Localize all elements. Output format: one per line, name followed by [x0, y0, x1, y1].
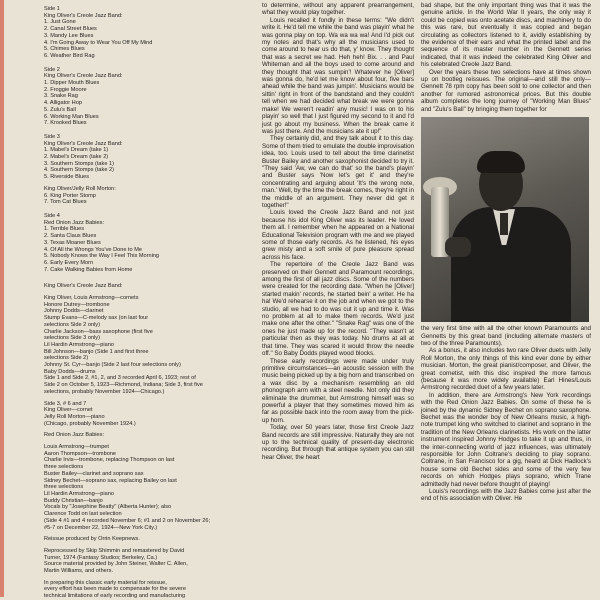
- personnel-line: Buster Bailey—clarinet and soprano sax: [44, 470, 144, 477]
- recording-info: #5-7 on December 22, 1924—New York City.): [44, 524, 158, 531]
- paragraph: the very first time with all the other known Paramounts and Gennetts by this great band (including alternate masters of two of the three Paramounts).: [421, 325, 591, 347]
- paragraph: bad shape, but the only important thing was that it was the genuine article. In the World War II years, the only way it could be copied was onto acetate discs, and machinery to do this was rare, but eventually it was copied and began circulating as collectors listened to it, avidly establishing by the evidence of their ears and what the printed label and the sequence of its master number in the Gennett series indicated, that it was indeed the celebrated King Oliver and his celebrated Creole Jazz Band.: [421, 2, 591, 69]
- side-heading: Side 1: [44, 6, 60, 12]
- liner-notes-column-right: [421, 2, 591, 503]
- personnel-line: Charlie Irvis—trombone, replacing Thompson on last: [44, 457, 175, 464]
- paragraph: to determine, without any apparent prearrangement, what they would play together.: [262, 2, 414, 17]
- reissue-credit: Reissue produced by Orrin Keepnews.: [44, 536, 140, 543]
- paragraph: The repertoire of the Creole Jazz Band was preserved on their Gennett and Paramount recordings, among the first of all jazz discs. Some of the numbers were created for the recording date. "When he [Oliver] started makin' records, he started bein' a writer. He ha ha! We'd rehearse it on the job and when we got to the studio, all we had to do was cut it up and time it. Was no problem at all to make them records. We'd just make one after the other." "Snake Rag" was one of the ones he just made up for the record. "They wasn't at particular then as they was today. No drums at all at that time. They was scared it would throw the needle off." So Baby Dodds played wood blocks.: [262, 261, 414, 358]
- track-listing-column: [44, 4, 244, 600]
- recording-info: selections, probably November 1924—Chicago.): [44, 388, 165, 395]
- track-item: 6. Working Man Blues: [44, 113, 99, 120]
- personnel-line: Vocals by "Josephine Beatty" (Alberta Hunter); also: [44, 504, 172, 511]
- personnel-line: three selections: [44, 484, 84, 491]
- track-item: 2. Santa Claus Blues: [44, 233, 97, 240]
- track-item: 4. Of All the Wrongs You've Done to Me: [44, 246, 142, 253]
- personnel-line: King Oliver—cornet: [44, 407, 93, 414]
- track-item: 2. Mabel's Dream (take 2): [44, 154, 109, 161]
- personnel-heading: Red Onion Jazz Babies:: [44, 432, 105, 439]
- paragraph: Today, over 50 years later, those first Creole Jazz Band records are still impressive. Naturally they are not up to the technical quality of present-day electronic recording. But through that antique system you can still hear Oliver, the heart: [262, 424, 414, 461]
- personnel-line: Stump Evans—C-melody sax (on last four: [44, 315, 149, 322]
- page-edge: [0, 0, 4, 597]
- track-item: 1. Just Gone: [44, 19, 76, 26]
- paragraph: Louis recalled it fondly in these terms: "We didn't write it. He'd tell me while the band was playin' what he was gonna play on top. Wa wa wa wa! And I'd pick out my notes and that's why all the musicians used to come around to hear us do that, y' know. They thought that was a secret we had. Heh heh! Bix. . . and Paul Whiteman and all the boys used to come around and they thought that was sumpin'! Whatever he [Oliver] was gonna do, he'd let me know about four, five bars ahead while the band was jumpin'. Musicians would be sittin' right in front of the bandstand and they couldn't tell when we had decided what break we were gonna make! We weren't readin' any music! I was on to his playin' so well that I just figured my second to it and I'd just go about my business. When the break came it was just there. And the musicians ate it up!": [262, 16, 414, 135]
- track-item: 4. Southern Stomps (take 2): [44, 167, 114, 174]
- paragraph: Louis loved the Creole Jazz Band and not just because his idol King Oliver was its leader. He loved them all. I remember when he appeared on a National Educational Television program with me and we played some of those early records. As he listened, his eyes grew misty and a soft smile of pure pleasure spread across his face.: [262, 209, 414, 261]
- liner-notes-column-middle: [262, 2, 414, 461]
- personnel-line: Buddy Christian—banjo: [44, 497, 103, 504]
- track-item: 1. Mabel's Dream (take 1): [44, 147, 109, 154]
- personnel-line: Lil Hardin Armstrong—piano: [44, 491, 114, 497]
- personnel-line: (Chicago, probably November 1924.): [44, 420, 136, 427]
- personnel-heading: Side 3, # 6 and 7: [44, 400, 87, 407]
- paragraph: These early recordings were made under truly primitive circumstances—an acoustic session with the music being picked up by a big horn and transcribed on a wax disc by a mechanism resembling an old phonograph arm with a steel needle. Not only did they eliminate the drummer, but Armstrong himself was so powerful a player that they sometimes moved him as far as possible back into the room away from the pick-up horn.: [262, 357, 414, 424]
- track-item: 2. Canal Street Blues: [44, 26, 97, 33]
- paragraph: They certainly did, and they talk about it to this day. Some of them tried to emulate the double improvisation idea, too. Louis used to tell about the time clarinetist Buster Bailey and another saxophonist decided to try it. "They said 'Aw, we can do that' so the band's playin' and Buster says 'Now let's get it' and they're concentrating and arguing about 'It's the wrong note, man.' Well, by the time the break comes, they're right in the middle of an argument. They never did get it together!": [262, 135, 414, 209]
- credits-line: Source material provided by John Steiner, Walter C. Allen,: [44, 561, 188, 568]
- recording-info: Side 1 and Side 2, #1, 2, and 3 recorded April 6, 1923; rest of: [44, 375, 196, 382]
- track-item: 1. Terrible Blues: [44, 226, 85, 233]
- paragraph: Louis's recordings with the Jazz Babies come just after the end of his association with Oliver. He: [421, 488, 591, 503]
- personnel-line: Bill Johnson—banjo (Side 1 and first three: [44, 348, 149, 355]
- personnel-line: Johnny Dodds—clarinet: [44, 308, 104, 315]
- track-item: 5. Riverside Blues: [44, 174, 90, 181]
- paragraph: Over the years these two selections have at times shown up on bootleg reissues. The original—and still the only—Gennett 78 rpm copy has been sold to one collector and then another for rumored astronomical prices. But this double album completes the long journey of "Working Man Blues" and "Zulu's Ball" by bringing them together for: [421, 68, 591, 113]
- credits-line: Martin Williams, and others.: [44, 568, 114, 575]
- credits-line: Turner, 1974 (Fantasy Studios; Berkeley, Ca.): [44, 554, 158, 561]
- personnel-line: King Oliver, Louis Armstrong—cornets: [44, 295, 139, 302]
- personnel-line: Aaron Thompson—trombone: [44, 450, 117, 457]
- track-item: 4. I'm Going Away to Wear You Off My Mind: [44, 39, 153, 46]
- personnel-line: Clarence Todd on last selection: [44, 511, 122, 518]
- track-item: 7. Cake Walking Babies from Home: [44, 266, 133, 273]
- notice-line: In preparing this classic early material for reissue,: [44, 579, 167, 586]
- track-item: 3. Southern Stomps (take 1): [44, 160, 114, 167]
- recording-info: Side 2 on October 5, 1923—Richmond, Indiana; Side 3, first five: [44, 382, 203, 389]
- personnel-line: Honore Dutrey—trombone: [44, 301, 110, 308]
- track-item: 1. Dipper Mouth Blues: [44, 80, 100, 87]
- personnel-line: Louis Armstrong—trumpet: [44, 444, 109, 451]
- recording-info: (Side 4 #1 and 4 recorded November 6; #1 and 2 on November 26;: [44, 517, 211, 524]
- personnel-line: selections Side 3 only): [44, 335, 100, 342]
- personnel-line: Sidney Bechet—soprano sax, replacing Bailey on last: [44, 477, 177, 484]
- notice-line: technical limitations of early recording and manufacturing: [44, 593, 186, 600]
- track-item: 6. Early Every Morn: [44, 259, 94, 266]
- track-item: 7. Tom Cat Blues: [44, 199, 87, 206]
- track-item: 3. Snake Rag: [44, 93, 78, 100]
- personnel-line: Charlie Jackson—bass saxophone (first five: [44, 328, 153, 335]
- personnel-heading: King Oliver's Creole Jazz Band:: [44, 283, 123, 290]
- track-item: 5. Chimes Blues: [44, 46, 85, 53]
- side-heading: Side 3: [44, 133, 60, 140]
- personnel-line: selections Side 2 only): [44, 321, 100, 328]
- paragraph: In addition, there are Armstrong's New York recordings with the Red Onion Jazz Babies. On some of these he is joined by the dynamic Sidney Bechet on soprano saxophone. Bechet was the wonder boy of New Orleans music, a high-note trumpet king who switched to clarinet and soprano in the tradition of the New Orleans clarinetists. His work on the latter instrument inspired Johnny Hodges to take it up and thus, in the inter-connecting world of jazz influences, was ultimately responsible for John Coltrane's deciding to play soprano. Coltrane, in San Francisco for a gig, heard at Dick Hadlock's house some old Bechet sides and some of the very few records on which Hodges plays soprano, which Trane admittedly had never before thought of playing!: [421, 391, 591, 488]
- band-name: King Oliver's Creole Jazz Band:: [44, 73, 123, 80]
- band-name: Red Onion Jazz Babies:: [44, 219, 105, 226]
- personnel-line: Johnny St. Cyr—banjo (Side 2 last four selections only): [44, 362, 181, 369]
- track-item: 5. Nobody Knows the Way I Feel This Morning: [44, 253, 160, 260]
- track-item: 3. Texas Moaner Blues: [44, 239, 101, 246]
- track-item: 5. Zulu's Ball: [44, 106, 76, 113]
- credits-line: Reprocessed by Skip Shimmin and remastered by David: [44, 547, 185, 554]
- band-name: King Oliver's Creole Jazz Band:: [44, 140, 123, 147]
- track-item: 6. King Porter Stomp: [44, 192, 96, 199]
- track-item: 7. Krooked Blues: [44, 120, 87, 127]
- track-item: 6. Weather Bird Rag: [44, 52, 95, 59]
- side-heading: Side 4: [44, 212, 60, 219]
- louis-armstrong-photo: [421, 117, 589, 322]
- track-item: 4. Alligator Hop: [44, 100, 82, 107]
- personnel-line: selections Side 2): [44, 355, 89, 362]
- notice-line: every effort has been made to compensate for the severe: [44, 586, 186, 593]
- personnel-line: Baby Dodds—drums: [44, 368, 96, 375]
- side-heading: Side 2: [44, 66, 60, 73]
- band-name: King Oliver/Jelly Roll Morton:: [44, 185, 116, 192]
- personnel-line: three selections: [44, 464, 84, 471]
- paragraph: As a bonus, it also includes two rare Oliver duets with Jelly Roll Morton, the only things of this kind ever done by either musician. Morton, the great pianist/composer, and Oliver, the great cornetist, with this disc inspired the more famous (because it was more widely available) Earl Hines/Louis Armstrong recorded duet of a few years later.: [421, 347, 591, 392]
- personnel-line: Lil Hardin Armstrong—piano: [44, 341, 114, 348]
- band-name: King Oliver's Creole Jazz Band:: [44, 12, 123, 19]
- track-item: 2. Froggie Moore: [44, 86, 87, 93]
- track-item: 3. Mandy Lee Blues: [44, 32, 94, 39]
- personnel-line: Jelly Roll Morton—piano: [44, 413, 105, 420]
